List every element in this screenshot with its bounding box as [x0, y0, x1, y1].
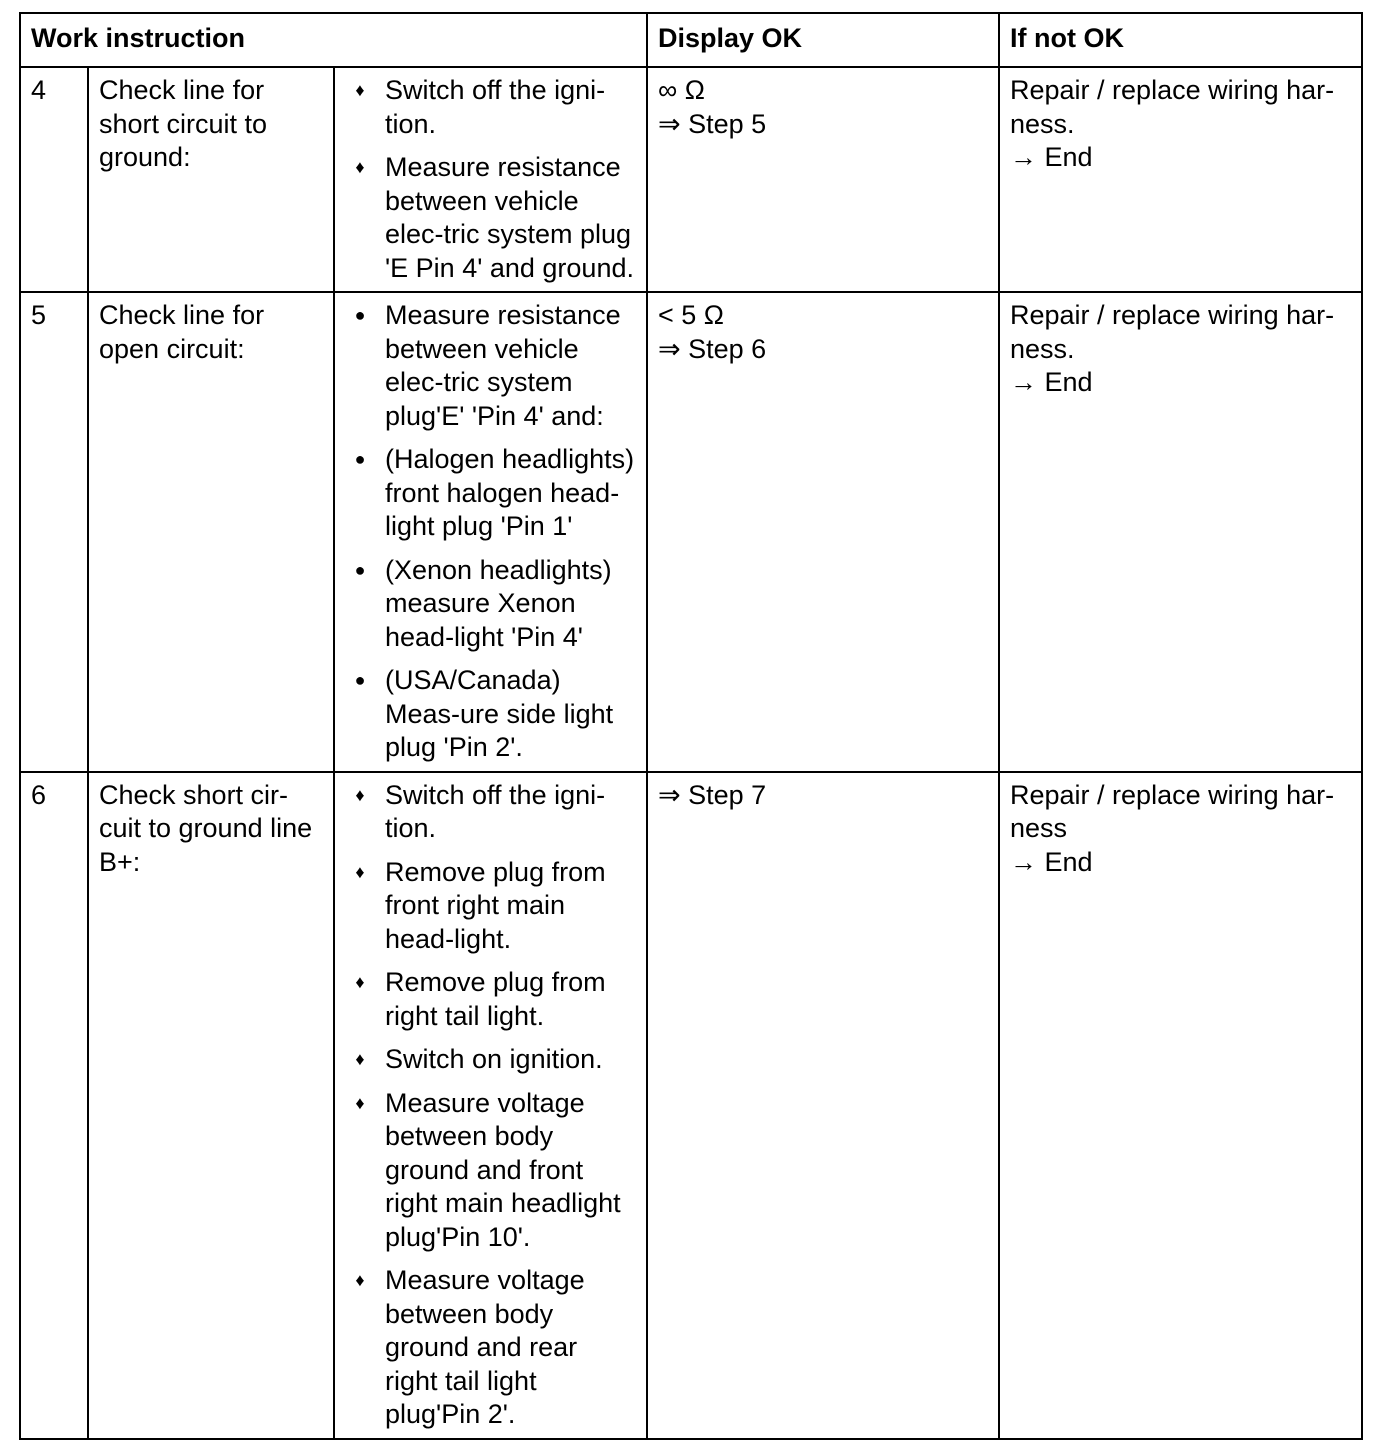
action-item — [345, 554, 636, 655]
if-not-ok-line: → End — [1010, 846, 1093, 877]
table-row — [20, 772, 1362, 1439]
step-description: Check line for short circuit to ground: — [88, 67, 334, 292]
action-text: Measure resistance between vehicle elec-tric system plug'E' 'Pin 4' and: — [385, 300, 621, 431]
work-instruction-table — [19, 12, 1363, 1440]
dot-icon: ● — [354, 670, 366, 690]
action-item — [345, 779, 636, 846]
action-item — [345, 151, 636, 285]
action-text: (Xenon headlights) measure Xenon head-light 'Pin 4' — [385, 554, 612, 652]
header-row — [20, 13, 1362, 67]
if-not-ok-line: → End — [1010, 142, 1093, 172]
action-item — [345, 74, 636, 141]
display-ok-line: ⇒ Step 5 — [658, 108, 767, 139]
header-if-not-ok: If not OK — [999, 13, 1362, 67]
dot-icon: ● — [354, 559, 366, 580]
diamond-icon: ♦ — [355, 1092, 365, 1113]
if-not-ok-line: Repair / replace wiring har-ness. — [1010, 300, 1335, 364]
step-description: Check line for open circuit: — [88, 292, 334, 772]
action-text: Remove plug from front right main head-light. — [385, 856, 606, 954]
header-work-instruction: Work instruction — [20, 13, 647, 67]
display-ok-cell — [647, 772, 999, 1439]
if-not-ok-line: Repair / replace wiring har-ness. — [1010, 75, 1335, 139]
diamond-icon: ♦ — [355, 80, 365, 100]
if-not-ok-cell — [999, 292, 1362, 772]
action-text: Switch off the igni-tion. — [385, 779, 606, 843]
action-text: (USA/Canada) Meas-ure side light plug 'Pin 2'. — [385, 665, 614, 762]
dot-icon: ● — [354, 305, 366, 325]
action-item — [345, 1087, 636, 1255]
action-item — [345, 966, 636, 1033]
action-text: Switch off the igni-tion. — [385, 75, 606, 139]
diamond-icon: ♦ — [355, 1049, 365, 1069]
step-number: 5 — [20, 292, 88, 772]
action-text: Measure resistance between vehicle elec-tric system plug 'E Pin 4' and ground. — [385, 152, 634, 283]
action-text: (Halogen headlights) front halogen head-light plug 'Pin 1' — [385, 444, 635, 541]
action-text: Measure voltage between body ground and front right main headlight plug'Pin 10'. — [385, 1087, 621, 1252]
table-row — [20, 292, 1362, 772]
step-actions — [334, 772, 647, 1439]
action-list — [345, 299, 636, 765]
header-display-ok: Display OK — [647, 13, 999, 67]
diamond-icon: ♦ — [355, 861, 365, 882]
step-number: 6 — [20, 772, 88, 1439]
display-ok-cell — [647, 292, 999, 772]
action-item — [345, 856, 636, 957]
action-text: Switch on ignition. — [385, 1044, 603, 1074]
display-ok-line: ∞ Ω — [658, 75, 705, 105]
display-ok-cell — [647, 67, 999, 292]
display-ok-line: < 5 Ω — [658, 300, 724, 330]
action-item — [345, 664, 636, 765]
action-item — [345, 1043, 636, 1077]
step-actions — [334, 292, 647, 772]
if-not-ok-line: → End — [1010, 367, 1093, 397]
action-list — [345, 74, 636, 285]
action-item — [345, 299, 636, 433]
diamond-icon: ♦ — [355, 972, 365, 992]
diamond-icon: ♦ — [355, 784, 365, 805]
table-body — [20, 67, 1362, 1439]
action-list — [345, 779, 636, 1432]
action-item — [345, 1264, 636, 1432]
action-text: Measure voltage between body ground and rear right tail light plug'Pin 2'. — [385, 1265, 585, 1429]
diamond-icon: ♦ — [355, 1270, 365, 1290]
step-actions — [334, 67, 647, 292]
diamond-icon: ♦ — [355, 157, 365, 177]
if-not-ok-line: Repair / replace wiring har-ness — [1010, 779, 1335, 843]
action-item — [345, 443, 636, 544]
display-ok-line: ⇒ Step 7 — [658, 779, 767, 810]
dot-icon: ● — [354, 449, 366, 469]
table-row — [20, 67, 1362, 292]
if-not-ok-cell — [999, 772, 1362, 1439]
step-description: Check short cir-cuit to ground line B+: — [88, 772, 334, 1439]
action-text: Remove plug from right tail light. — [385, 967, 606, 1031]
if-not-ok-cell — [999, 67, 1362, 292]
display-ok-line: ⇒ Step 6 — [658, 333, 767, 364]
step-number: 4 — [20, 67, 88, 292]
table-header — [20, 13, 1362, 67]
